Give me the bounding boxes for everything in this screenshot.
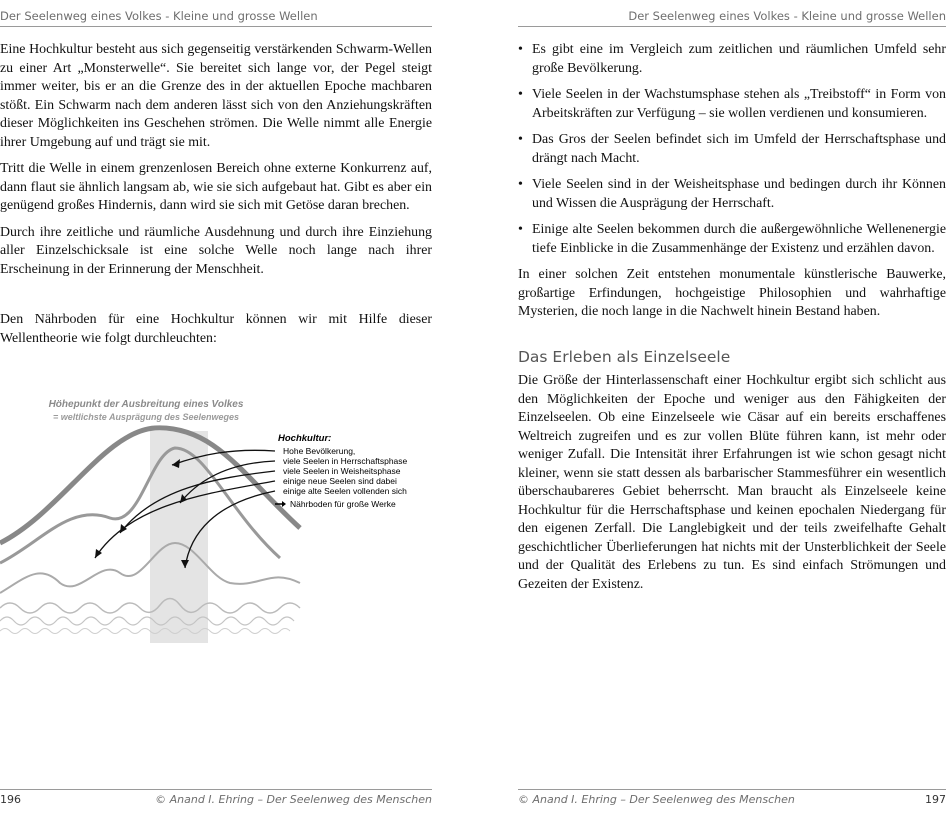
paragraph: Durch ihre zeitliche und räumliche Ausdehnung und durch ihre Einziehung aller Einzelschicksale ist eine solche Welle noch lange nach ihrer Erscheinung in der Erinnerung der Menschheit. <box>0 224 432 277</box>
bullet-list <box>518 41 946 258</box>
paragraph: Eine Hochkultur besteht aus sich gegenseitig verstärkenden Schwarm-Wellen zu einer Art „Monsterwelle“. Sie bereitet sich lange vor, der Pegel steigt immer weiter, bis er an die Grenze des in der aktuellen Epoche machbaren stößt. Ein Schwarm nach dem anderen lässt sich von den Anziehungskräften dieser Möglichkeiten ins Geschehen strömen. Die Welle nimmt alle Energie ihrer Umgebung auf und trägt sie mit. <box>0 42 432 150</box>
ripple-wave <box>0 629 290 634</box>
paragraph: Tritt die Welle in einem grenzenlosen Bereich ohne externe Konkurrenz auf, dann flaut sie ähnlich langsam ab, wie sie sich aufgebaut hat. Gibt es aber ein genügend großes Hindernis, dann wird sie sich mit Getöse daran brechen. <box>0 161 432 213</box>
paragraph: Die Größe der Hinterlassenschaft einer Hochkultur ergibt sich schlicht aus den Möglichkeiten der Epoche und weniger aus den Fähigkeiten der Einzelseelen. Ob eine Einzelseele wie Cäsar auf ein bereits erschaffenes Weltreich zugreifen und es zur vollen Blüte führen kann, ist mehr oder weniger Zufall. Die Intensität ihrer Erfahrungen ist wie schon gesagt nicht kleiner, wenn sie statt dessen als barbarischer Stammesführer ein wesentlich überschaubareres Gebiet beherrscht. Man braucht als Einzelseele keine Hochkultur für die Herrschaftsphase und keinen epochalen Niedergang für den eigenen Zerfall. Die Langlebigkeit und der teils zweifelhafte Gehalt geschichtlicher Überlieferungen hat nichts mit der Unsterblichkeit der Seele und der Qualität des Erlebens zu tun. Es sind einfach Strömungen und Gezeiten der Existenz. <box>518 373 946 592</box>
list-item: • Es gibt eine im Vergleich zum zeitlichen und räumlichen Umfeld sehr große Bevölkerung. <box>518 41 946 78</box>
page-number: 197 <box>925 793 946 806</box>
right-body-text <box>518 41 946 602</box>
list-item: • Das Gros der Seelen befindet sich im Umfeld der Herrschaftsphase und drängt nach Macht. <box>518 131 946 168</box>
legend-item: Nährboden für große Werke <box>290 499 396 509</box>
list-item: • Viele Seelen sind in der Weisheitsphase und bedingen durch ihr Können und Wissen die Ausprägung der Herrschaft. <box>518 176 946 213</box>
legend-item: einige neue Seelen sind dabei <box>283 476 397 486</box>
figure-subtitle: = weltlichste Ausprägung des Seelenweges <box>53 412 239 422</box>
section-heading: Das Erleben als Einzelseele <box>518 347 731 366</box>
list-item: • Viele Seelen in der Wachstumsphase stehen als „Treibstoff“ in Form von Arbeitskräften zur Verfügung – sie wollen verdienen und konsumieren. <box>518 86 946 123</box>
wave-figure <box>0 393 432 643</box>
legend-item: einige alte Seelen vollenden sich <box>283 486 407 496</box>
footer <box>0 789 432 813</box>
arrowhead <box>282 501 286 507</box>
list-item: • Einige alte Seelen bekommen durch die außergewöhnliche Wellenenergie tiefe Einblicke in die Zusammenhänge der Existenz und erzählen davon. <box>518 221 946 258</box>
legend-item: viele Seelen in Weisheitsphase <box>283 466 401 476</box>
paragraph: Den Nährboden für eine Hochkultur können wir mit Hilfe dieser Wellentheorie wie folgt durchleuchten: <box>0 312 432 346</box>
paragraph: In einer solchen Zeit entstehen monumentale künstlerische Bauwerke, großartige Erfindungen, hochgeistige Philosophien und wahrhaftige Mysterien, die noch lange in die Nachwelt hinein Bestand haben. <box>518 267 946 319</box>
left-page <box>0 0 432 813</box>
ripple-wave <box>0 617 294 625</box>
running-head: Der Seelenweg eines Volkes - Kleine und grosse Wellen <box>0 9 432 27</box>
footer-credit: © Anand I. Ehring – Der Seelenweg des Menschen <box>155 793 432 806</box>
left-body-text <box>0 41 432 356</box>
figure-title: Höhepunkt der Ausbreitung eines Volkes <box>48 399 244 410</box>
legend-item: Hohe Bevölkerung, <box>283 446 356 456</box>
footer <box>518 789 946 813</box>
legend-heading: Hochkultur: <box>278 433 332 444</box>
page-number: 196 <box>0 793 21 806</box>
running-head: Der Seelenweg eines Volkes - Kleine und grosse Wellen <box>518 9 946 27</box>
right-page <box>518 0 946 813</box>
footer-credit: © Anand I. Ehring – Der Seelenweg des Menschen <box>518 793 795 806</box>
legend-item: viele Seelen in Herrschaftsphase <box>283 456 408 466</box>
